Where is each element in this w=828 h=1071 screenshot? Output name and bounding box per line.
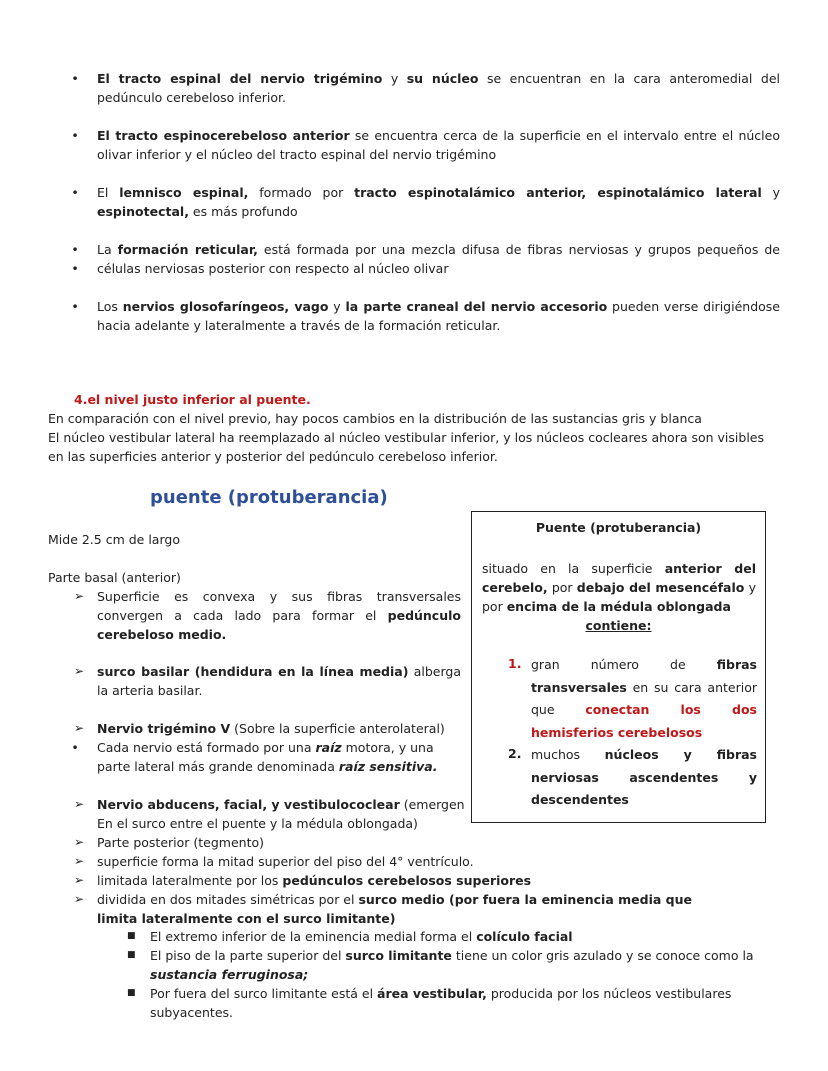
info-box — [471, 511, 766, 823]
box-contiene: contiene: — [585, 618, 652, 633]
arrow-item-3: Nervio trigémino V (Sobre la superficie anterolateral) — [97, 721, 445, 736]
arrow-item-1: Superficie es convexa y sus fibras transversales convergen a cada lado para formar el pedúnculo cerebeloso medio. — [97, 589, 461, 642]
box-description: situado en la superficie anterior del cerebelo, por debajo del mesencéfalo y por encima de la médula oblongada — [482, 561, 756, 614]
section-line-1: En comparación con el nivel previo, hay pocos cambios en la distribución de las sustancias gris y blanca — [48, 411, 702, 426]
bullet-item-2: El tracto espinocerebeloso anterior se encuentra cerca de la superficie en el intervalo entre el núcleo olivar inferior y el núcleo del tracto espinal del nervio trigémino — [97, 128, 780, 162]
arrow-bullet-icon: ➢ — [74, 873, 85, 887]
arrow-item-5: Parte posterior (tegmento) — [97, 835, 265, 850]
square-bullet-icon: ■ — [127, 988, 136, 998]
bullet-dot: • — [71, 71, 79, 86]
box-item-1: gran número de fibras transversales en su cara anterior que conectan los dos hemisferios cerebelosos — [531, 657, 757, 740]
arrow-item-8: dividida en dos mitades simétricas por el surco medio (por fuera la eminencia media que limita lateralmente con el surco limitante) — [97, 892, 692, 926]
bullet-item-4: La formación reticular, está formada por una mezcla difusa de fibras nerviosas y grupos pequeños de células nerviosas posterior con respecto al núcleo olivar — [97, 242, 780, 276]
arrow-item-7: limitada lateralmente por los pedúnculos cerebelosos superiores — [97, 873, 532, 888]
bold-text: El tracto espinal del nervio trigémino — [97, 71, 383, 86]
bullet-dot: • — [71, 261, 79, 276]
sub-item-1: El extremo inferior de la eminencia medial forma el colículo facial — [150, 929, 573, 944]
bullet-dot: • — [71, 128, 79, 143]
page-title: puente (protuberancia) — [150, 487, 388, 508]
arrow-bullet-icon: ➢ — [74, 854, 85, 868]
arrow-item-2: surco basilar (hendidura en la línea media) alberga la arteria basilar. — [97, 664, 461, 698]
box-number-1: 1. — [508, 656, 522, 671]
bullet-dot: • — [71, 242, 79, 257]
box-number-2: 2. — [508, 746, 522, 761]
sub-item-2: El piso de la parte superior del surco limitante tiene un color gris azulado y se conoce como la sustancia ferruginosa; — [150, 948, 754, 982]
arrow-bullet-icon: ➢ — [74, 721, 85, 735]
bullet-item-1: El tracto espinal del nervio trigémino y su núcleo se encuentran en la cara anteromedial del pedúnculo cerebeloso inferior. — [97, 71, 780, 105]
parte-basal: Parte basal (anterior) — [48, 570, 181, 585]
arrow-bullet-icon: ➢ — [74, 835, 85, 849]
bullet-dot: • — [71, 740, 79, 755]
arrow-bullet-icon: ➢ — [74, 892, 85, 906]
arrow-bullet-icon: ➢ — [74, 797, 85, 811]
bullet-dot: • — [71, 299, 79, 314]
bullet-dot: • — [71, 185, 79, 200]
box-title: Puente (protuberancia) — [535, 520, 702, 535]
arrow-bullet-icon: ➢ — [74, 589, 85, 603]
sub-item-3: Por fuera del surco limitante está el área vestibular, producida por los núcleos vestibulares subyacentes. — [150, 986, 732, 1020]
square-bullet-icon: ■ — [127, 931, 136, 941]
bullet-item-5: Los nervios glosofaríngeos, vago y la parte craneal del nervio accesorio pueden verse dirigiéndose hacia adelante y lateralmente a través de la formación reticular. — [97, 299, 780, 333]
mide-text: Mide 2.5 cm de largo — [48, 532, 180, 547]
box-item-2: muchos núcleos y fibras nerviosas ascendentes y descendentes — [531, 747, 757, 807]
square-bullet-icon: ■ — [127, 950, 136, 960]
section-line-2: El núcleo vestibular lateral ha reemplazado al núcleo vestibular inferior, y los núcleos cocleares ahora son visibles en las superficies anterior y posterior del pedúnculo cerebeloso inferior. — [48, 430, 765, 464]
arrow-bullet-icon: ➢ — [74, 664, 85, 678]
section-heading: 4.el nivel justo inferior al puente. — [74, 392, 311, 407]
bullet-item-3: El lemnisco espinal, formado por tracto espinotalámico anterior, espinotalámico lateral y espinotectal, es más profundo — [97, 185, 780, 219]
arrow-item-4: Nervio abducens, facial, y vestibulococlear (emergen En el surco entre el puente y la médula oblongada) — [97, 797, 465, 831]
arrow-item-6: superficie forma la mitad superior del piso del 4° ventrículo. — [97, 854, 474, 869]
dot-item: Cada nervio está formado por una raíz motora, y una parte lateral más grande denominada raíz sensitiva. — [97, 740, 438, 774]
